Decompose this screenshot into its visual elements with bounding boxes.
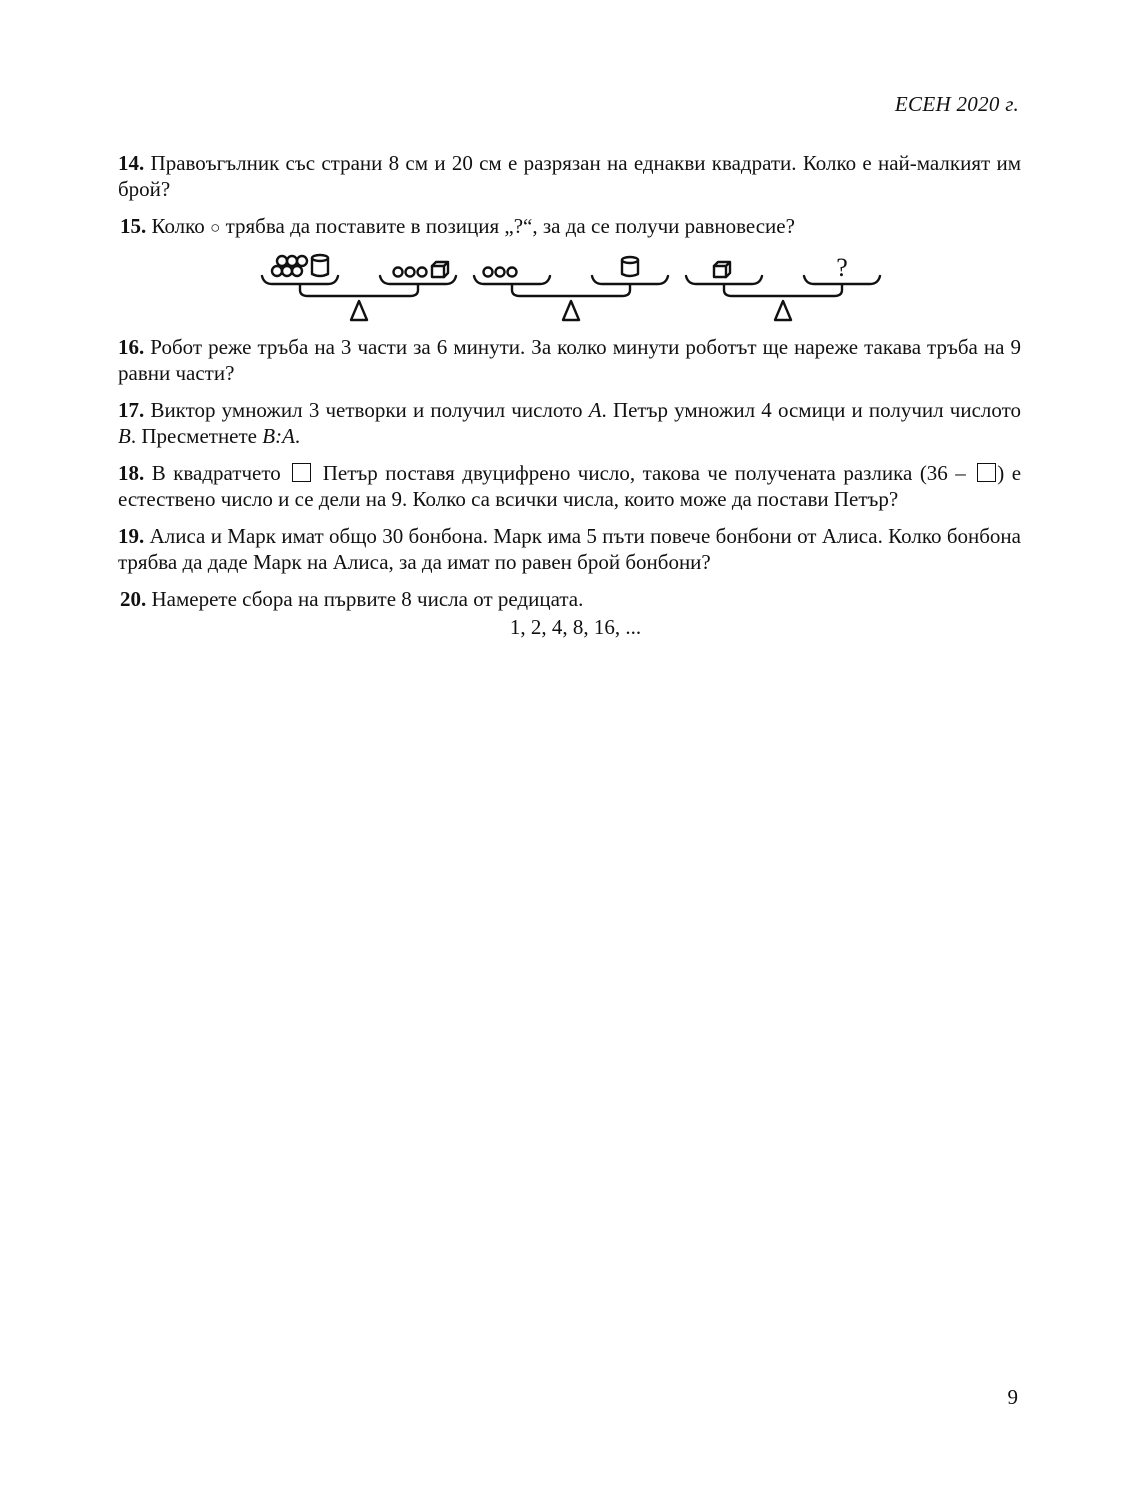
problem-18 bbox=[118, 460, 1021, 512]
problem-text: Правоъгълник със страни 8 см и 20 см е разрязан на еднакви квадрати. Колко е най-малкият им брой? bbox=[118, 151, 1021, 201]
problem-text: Робот реже тръба на 3 части за 6 минути. За колко минути роботът ще нареже такава тръба на 9 равни части? bbox=[118, 335, 1021, 385]
problem-text: ) е естествено число и се дели на 9. Колко са всички числа, които може да постави Петър? bbox=[118, 461, 1022, 511]
problem-text: . Петър умножил 4 осмици и получил числото bbox=[601, 398, 1022, 422]
problem-text: Петър поставя двуцифрено число, такова че получената разлика (36 – bbox=[322, 461, 966, 485]
problem-number: 15. bbox=[120, 214, 147, 238]
problem-list bbox=[118, 150, 1021, 640]
variable-b: B bbox=[118, 424, 131, 448]
problem-text: В квадратчето bbox=[151, 461, 281, 485]
scale-1 bbox=[262, 255, 456, 320]
variable-a: A bbox=[588, 398, 602, 422]
problem-text: Алиса и Марк имат общо 30 бонбона. Марк има 5 пъти повече бонбони от Алиса. Колко бонбона трябва да даде Марк на Алиса, за да имат по равен брой бонбони? bbox=[118, 524, 1021, 574]
page-number: 9 bbox=[1007, 1385, 1018, 1409]
problem-16 bbox=[118, 334, 1021, 386]
empty-box-icon bbox=[977, 463, 996, 482]
problem-text: . Пресметнете bbox=[130, 424, 258, 448]
problem-number: 16. bbox=[118, 335, 145, 359]
problem-number: 20. bbox=[120, 587, 147, 611]
problem-20 bbox=[118, 586, 1021, 612]
circle-symbol: ○ bbox=[210, 218, 221, 237]
scale-2 bbox=[474, 257, 668, 320]
problem-number: 14. bbox=[118, 151, 145, 175]
problem-17 bbox=[118, 397, 1021, 449]
problem-number: 19. bbox=[118, 524, 145, 548]
problem-text: трябва да поставите в позиция „?“, за да се получи равновесие? bbox=[225, 214, 795, 238]
problem-text: Колко bbox=[151, 214, 205, 238]
number-sequence: 1, 2, 4, 8, 16, ... bbox=[509, 615, 642, 639]
page-header: ЕСЕН 2020 г. bbox=[894, 92, 1019, 116]
problem-14 bbox=[118, 150, 1021, 202]
scale-3 bbox=[686, 262, 880, 320]
problem-19 bbox=[118, 523, 1021, 575]
balance-scales-svg bbox=[258, 252, 898, 322]
problem-text: Намерете сбора на първите 8 числа от редицата. bbox=[151, 587, 584, 611]
balance-scales-figure bbox=[258, 252, 1021, 324]
problem-number: 17. bbox=[118, 398, 145, 422]
ratio-expression: B:A bbox=[262, 424, 295, 448]
problem-15 bbox=[118, 213, 1021, 241]
empty-box-icon bbox=[292, 463, 311, 482]
problem-text: Виктор умножил 3 четворки и получил числото bbox=[150, 398, 583, 422]
question-mark: ? bbox=[836, 253, 848, 282]
problem-number: 18. bbox=[118, 461, 145, 485]
problem-text: . bbox=[294, 424, 301, 448]
